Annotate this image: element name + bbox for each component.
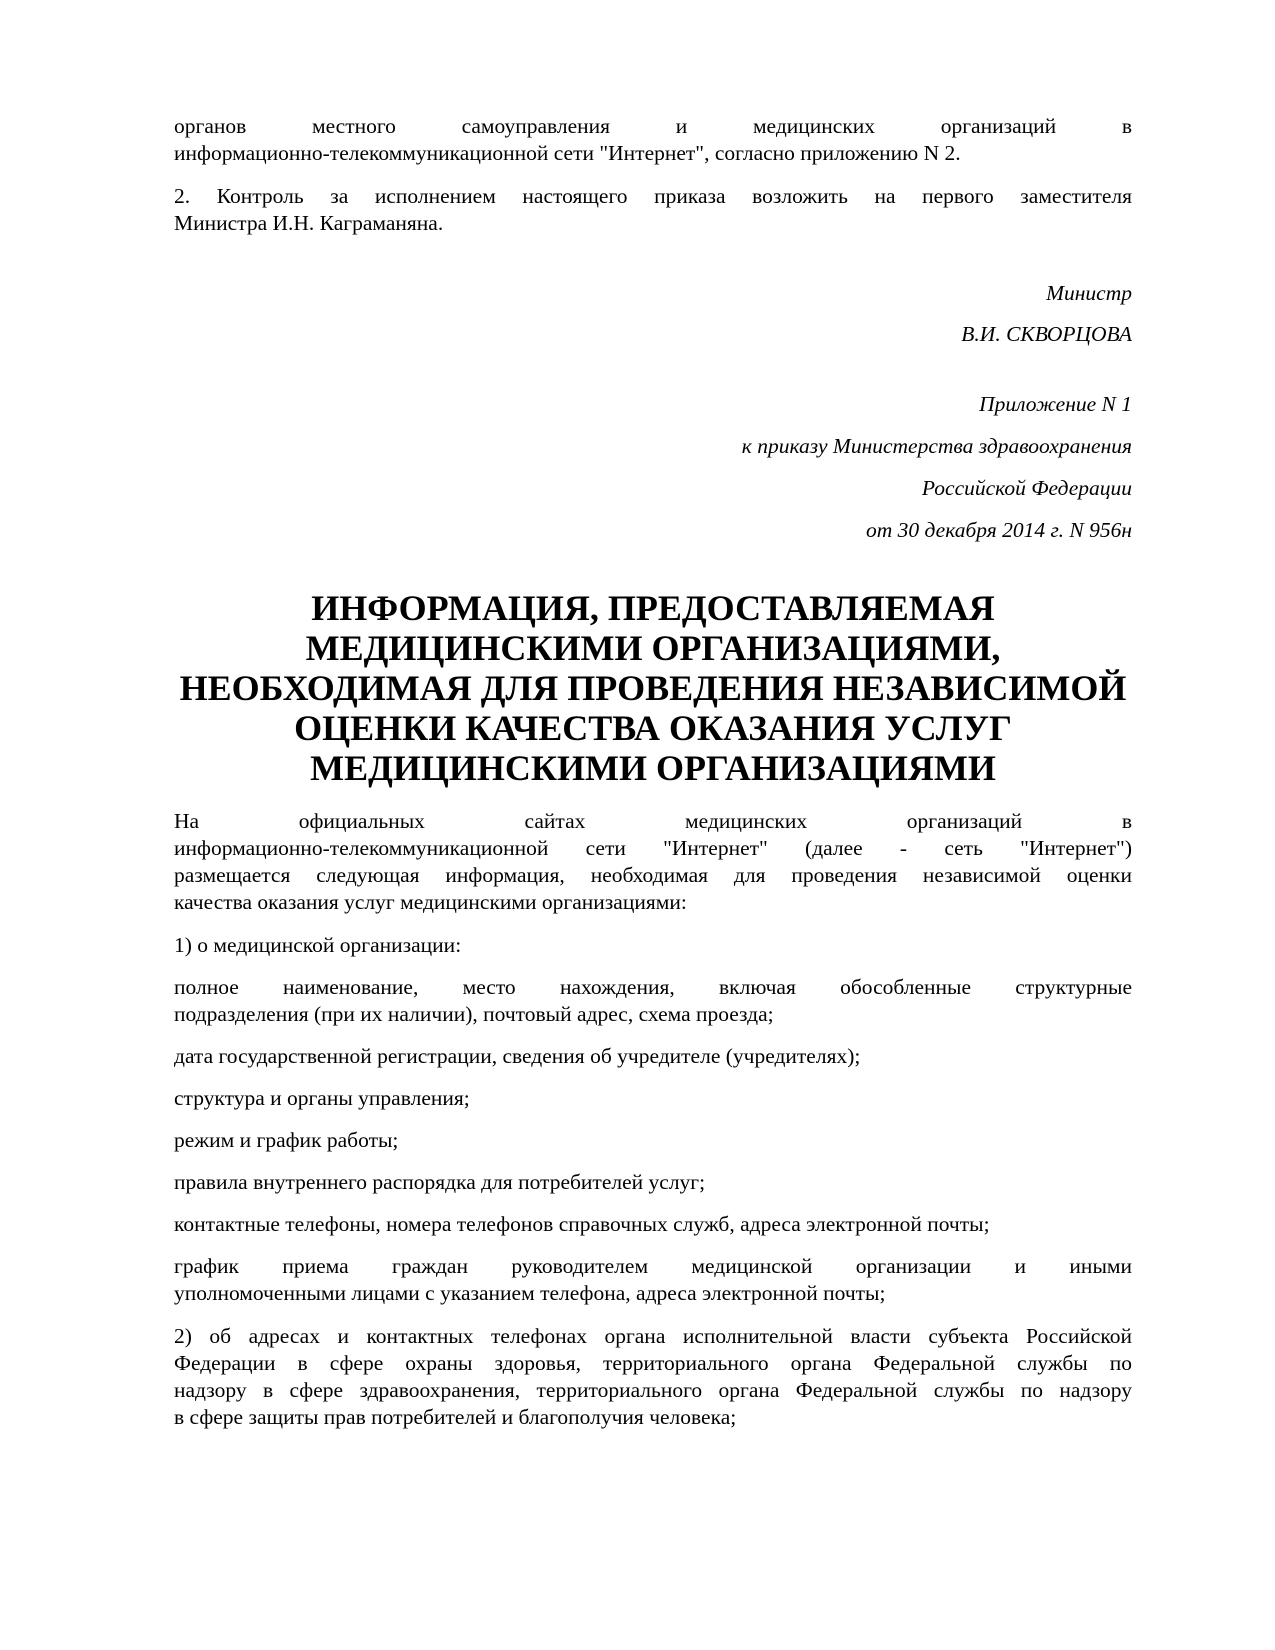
text-line: Федерации в сфере охраны здоровья, территориального органа Федеральной службы по: [174, 1351, 1132, 1375]
item-1-full-name: [174, 974, 1132, 1028]
text-line: информационно-телекоммуникационной сети "Интернет", согласно приложению N 2.: [174, 141, 961, 165]
text-line: режим и график работы;: [174, 1128, 399, 1152]
text-line: надзору в сфере здравоохранения, территориального органа Федеральной службы по надзору: [174, 1378, 1132, 1402]
text-line: информационно-телекоммуникационной сети "Интернет" (далее - сеть "Интернет"): [174, 836, 1132, 860]
text-line: 1) о медицинской организации:: [174, 933, 462, 957]
text-line: 2. Контроль за исполнением настоящего приказа возложить на первого заместителя: [174, 184, 1132, 208]
appendix-date-line: от 30 декабря 2014 г. N 956н: [866, 518, 1132, 542]
text-line: органов местного самоуправления и медицинских организаций в: [174, 114, 1132, 138]
text-line: уполномоченными лицами с указанием телефона, адреса электронной почты;: [174, 1281, 886, 1305]
text-line: подразделения (при их наличии), почтовый адрес, схема проезда;: [174, 1002, 774, 1026]
title-line: ИНФОРМАЦИЯ, ПРЕДОСТАВЛЯЕМАЯ: [311, 588, 995, 628]
text-line: размещается следующая информация, необходимая для проведения независимой оценки: [174, 863, 1132, 887]
text-line: график приема граждан руководителем медицинской организации и иными: [174, 1254, 1132, 1278]
item-1-rules: [174, 1169, 1132, 1196]
item-1-structure: [174, 1085, 1132, 1112]
item-2-paragraph: [174, 1323, 1132, 1431]
text-line: На официальных сайтах медицинских организаций в: [174, 809, 1132, 833]
item-1-contacts: [174, 1211, 1132, 1238]
item-1-registration: [174, 1043, 1132, 1070]
text-line: 2) об адресах и контактных телефонах органа исполнительной власти субъекта Российской: [174, 1324, 1132, 1348]
title-line: ОЦЕНКИ КАЧЕСТВА ОКАЗАНИЯ УСЛУГ: [294, 708, 1012, 748]
text-line: качества оказания услуг медицинскими организациями:: [174, 890, 687, 914]
item-1-schedule: [174, 1127, 1132, 1154]
paragraph-control: [174, 183, 1132, 237]
paragraph-intro-tail: [174, 113, 1132, 167]
appendix-order-line: к приказу Министерства здравоохранения: [741, 434, 1132, 458]
paragraph-official-sites: [174, 808, 1132, 916]
title-line: НЕОБХОДИМАЯ ДЛЯ ПРОВЕДЕНИЯ НЕЗАВИСИМОЙ: [179, 668, 1127, 708]
text-line: в сфере защиты прав потребителей и благополучия человека;: [174, 1405, 737, 1429]
text-line: структура и органы управления;: [174, 1086, 470, 1110]
item-1-reception: [174, 1253, 1132, 1307]
title-line: МЕДИЦИНСКИМИ ОРГАНИЗАЦИЯМИ: [310, 748, 996, 788]
text-line: контактные телефоны, номера телефонов справочных служб, адреса электронной почты;: [174, 1212, 990, 1236]
text-line: полное наименование, место нахождения, включая обособленные структурные: [174, 975, 1132, 999]
title-line: МЕДИЦИНСКИМИ ОРГАНИЗАЦИЯМИ,: [305, 628, 1001, 668]
appendix-federation-line: Российской Федерации: [921, 476, 1132, 500]
appendix-label: Приложение N 1: [979, 392, 1132, 416]
text-line: Министра И.Н. Каграманяна.: [174, 211, 444, 235]
signature-name: В.И. СКВОРЦОВА: [961, 322, 1132, 346]
document-title: [160, 588, 1146, 788]
text-line: дата государственной регистрации, сведения об учредителе (учредителях);: [174, 1044, 861, 1068]
item-1-heading: [174, 932, 1132, 959]
signature-position: Министр: [1046, 281, 1132, 305]
text-line: правила внутреннего распорядка для потребителей услуг;: [174, 1170, 706, 1194]
